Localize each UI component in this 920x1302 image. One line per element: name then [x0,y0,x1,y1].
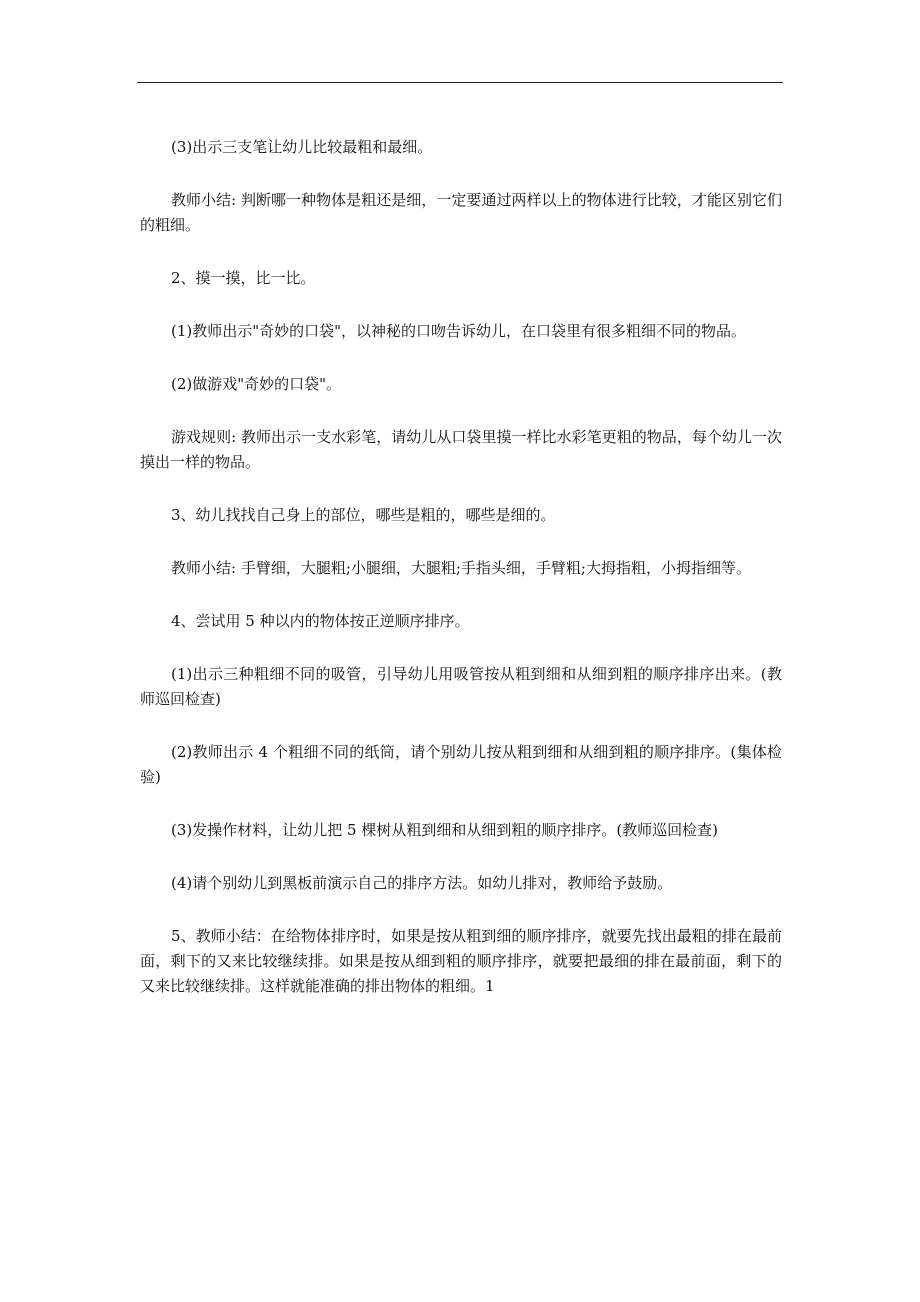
paragraph: (1)教师出示"奇妙的口袋"，以神秘的口吻告诉幼儿，在口袋里有很多粗细不同的物品。 [171,322,747,340]
paragraph: (1)出示三种粗细不同的吸管，引导幼儿用吸管按从粗到细和从细到粗的顺序排序出来。(教师巡回检查) [140,665,782,708]
paragraph: (2)做游戏"奇妙的口袋"。 [171,375,342,393]
paragraph: (4)请个别幼儿到黑板前演示自己的排序方法。如幼儿排对，教师给予鼓励。 [171,874,673,892]
header-rule [137,82,783,83]
paragraph: 教师小结: 手臂细，大腿粗;小腿细，大腿粗;手指头细，手臂粗;大拇指粗，小拇指细等。 [171,559,751,577]
paragraph: 3、幼儿找找自己身上的部位，哪些是粗的，哪些是细的。 [171,506,556,524]
paragraph: (3)出示三支笔让幼儿比较最粗和最细。 [171,138,433,156]
paragraph: (3)发操作材料，让幼儿把 5 棵树从粗到细和从细到粗的顺序排序。(教师巡回检查) [171,821,719,839]
document-body [140,135,782,1027]
paragraph: 教师小结: 判断哪一种物体是粗还是细，一定要通过两样以上的物体进行比较，才能区别它们的粗细。 [140,191,782,234]
paragraph: 5、教师小结：在给物体排序时，如果是按从粗到细的顺序排序，就要先找出最粗的排在最前面，剩下的又来比较继续排。如果是按从细到粗的顺序排序，就要把最细的排在最前面，剩下的又来比较继续排。这样就能准确的排出物体的粗细。1 [140,927,782,995]
paragraph: (2)教师出示 4 个粗细不同的纸筒，请个别幼儿按从粗到细和从细到粗的顺序排序。(集体检验) [140,743,782,786]
paragraph: 游戏规则: 教师出示一支水彩笔，请幼儿从口袋里摸一样比水彩笔更粗的物品，每个幼儿一次摸出一样的物品。 [140,428,782,471]
paragraph: 4、尝试用 5 种以内的物体按正逆顺序排序。 [171,612,470,630]
paragraph: 2、摸一摸，比一比。 [171,269,316,287]
